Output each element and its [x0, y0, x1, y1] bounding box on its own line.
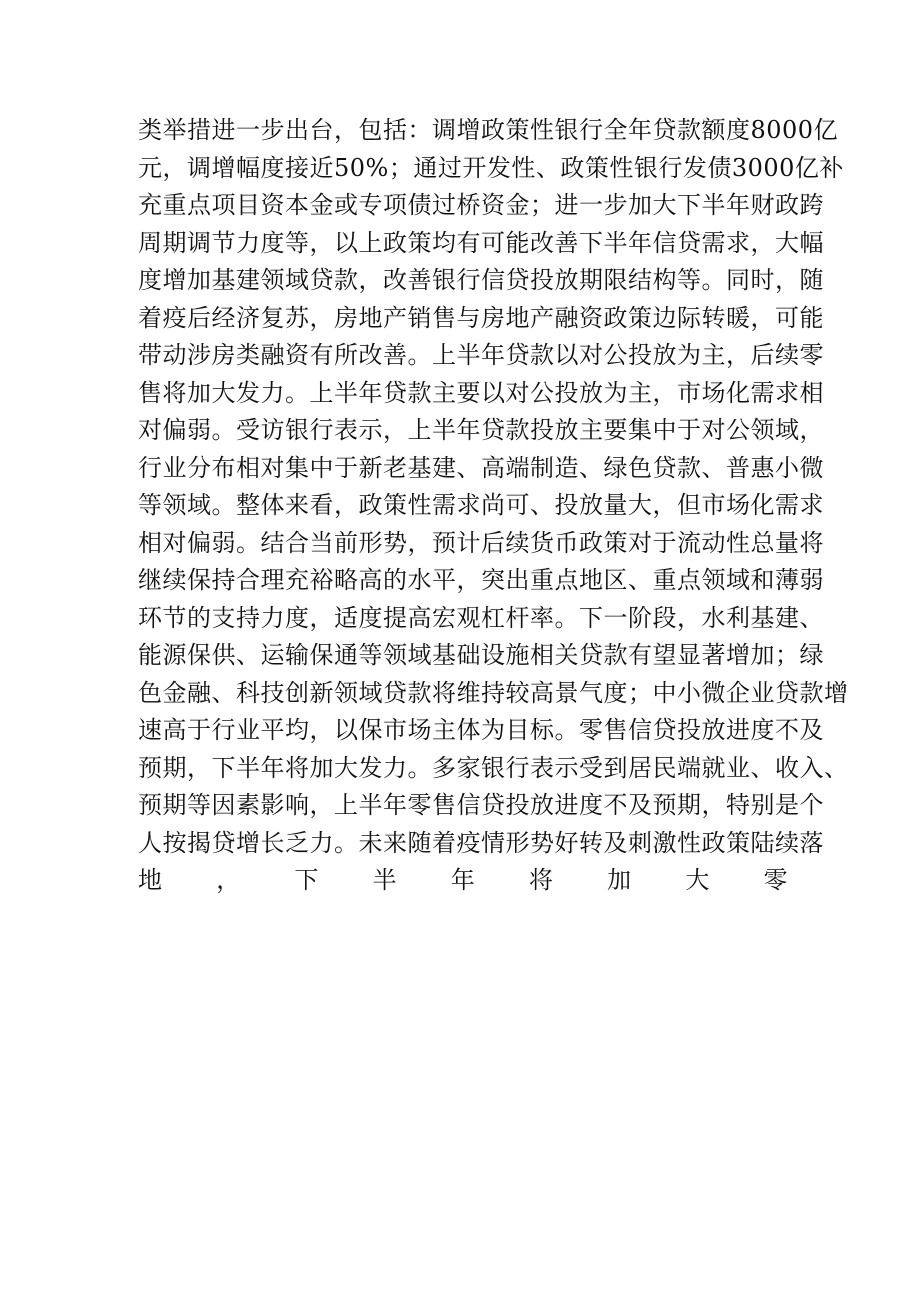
body-text	[138, 112, 849, 900]
text-char: 下	[294, 866, 319, 894]
text-char: 加	[607, 866, 632, 894]
text-line-5: 度增加基建领域贷款，改善银行信贷投放期限结构等。同时，随	[138, 266, 824, 294]
text-line-16: 色金融、科技创新领域贷款将维持较高景气度；中小微企业贷款增	[138, 678, 849, 707]
text-line-8: 售将加大发力。上半年贷款主要以对公投放为主，市场化需求相	[138, 378, 824, 407]
text-char: 将	[528, 866, 554, 894]
text-line-17: 速高于行业平均，以保市场主体为目标。零售信贷投放进度不及	[138, 716, 824, 744]
text-char: ，	[216, 866, 241, 894]
text-line-3: 充重点项目资本金或专项债过桥资金；进一步加大下半年财政跨	[138, 191, 824, 219]
text-line-11: 等领域。整体来看，政策性需求尚可、投放量大，但市场化需求	[138, 491, 824, 519]
text-line-1: 类举措进一步出台，包括：调增政策性银行全年贷款额度8000亿	[138, 116, 839, 144]
text-line-2: 元，调增幅度接近50%；通过开发性、政策性银行发债3000亿补	[138, 153, 844, 182]
text-line-20: 人按揭贷增长乏力。未来随着疫情形势好转及刺激性政策陆续落	[138, 828, 824, 857]
text-line-10: 行业分布相对集中于新老基建、高端制造、绿色贷款、普惠小微	[138, 453, 824, 482]
text-line-19: 预期等因素影响，上半年零售信贷投放进度不及预期，特别是个	[138, 791, 824, 819]
text-line-7: 带动涉房类融资有所改善。上半年贷款以对公投放为主，后续零	[138, 341, 824, 369]
text-line-6: 着疫后经济复苏，房地产销售与房地产融资政策边际转暖，可能	[138, 303, 824, 332]
text-char: 地	[138, 866, 163, 894]
text-line-21	[138, 862, 788, 900]
text-line-13: 继续保持合理充裕略高的水平，突出重点地区、重点领域和薄弱	[138, 566, 824, 594]
text-char: 年	[450, 866, 476, 894]
text-char: 半	[372, 866, 398, 894]
text-line-18: 预期，下半年将加大发力。多家银行表示受到居民端就业、收入、	[138, 753, 849, 782]
text-line-14: 环节的支持力度，适度提高宏观杠杆率。下一阶段，水利基建、	[138, 603, 824, 632]
text-char: 大	[685, 866, 710, 894]
text-line-9: 对偏弱。受访银行表示，上半年贷款投放主要集中于对公领域，	[138, 416, 824, 444]
text-line-4: 周期调节力度等，以上政策均有可能改善下半年信贷需求，大幅	[138, 228, 824, 257]
text-line-12: 相对偏弱。结合当前形势，预计后续货币政策对于流动性总量将	[138, 528, 824, 557]
text-char: 零	[763, 866, 788, 894]
text-line-15: 能源保供、运输保通等领域基础设施相关贷款有望显著增加；绿	[138, 641, 824, 669]
